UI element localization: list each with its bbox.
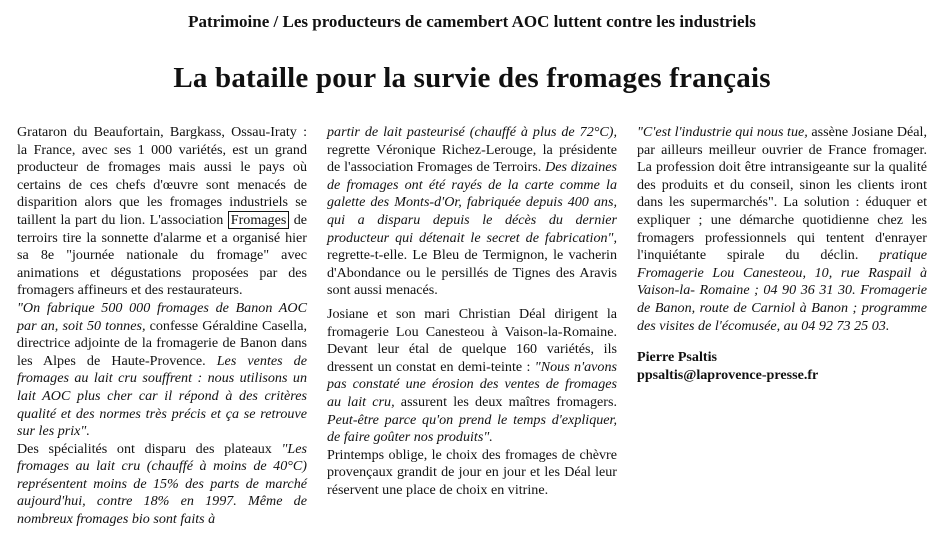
author-name: Pierre Psaltis	[637, 349, 717, 366]
paragraph	[637, 124, 927, 335]
text-run: Des spécialités ont disparu des plateaux	[17, 440, 282, 457]
text-run: assurent les deux maîtres fromagers.	[394, 393, 617, 410]
quote-text: Des dizaines de fromages ont été rayés de la carte comme la galette des Monts-d'Or, fabriquée depuis 400 ans, qui a disparu depuis le décès du dernier producteur qui détenait le secret de fabrication",	[327, 159, 618, 246]
text-run: Josiane et son mari Christian Déal dirigent la fromagerie Lou Canesteou à Vaison-la-Romaine. Devant leur étal de quelque 160 variétés, ils dressent un constat en demi-teinte :	[327, 305, 617, 375]
highlighted-word: Fromages	[228, 211, 290, 229]
paragraph	[17, 124, 307, 300]
quote-text: partir de lait pasteurisé (chauffé à plus de 72°C),	[327, 124, 617, 140]
author-email: ppsaltis@laprovence-presse.fr	[637, 366, 819, 383]
paragraph	[17, 441, 307, 529]
paragraph	[327, 124, 617, 300]
text-run: assène Josiane Déal, par ailleurs meilleur ouvrier de France fromager. La profession doit être intransigeante sur la qualité des produits et du conseil, sinon les clients iront dans les supermarchés". La solution : éduquer et expliquer ; une démarche quotidienne chez les fromagers professionnels qui tentent d'enrayer l'inquiétante spirale du déclin.	[637, 124, 927, 264]
article-column-3	[637, 124, 927, 384]
article-column-1	[17, 124, 307, 529]
quote-text: "On fabrique 500 000 fromages de Banon AOC par an, soit 50 tonnes,	[17, 299, 307, 334]
quote-text: Peut-être parce qu'on prend le temps d'expliquer, de faire goûter nos produits".	[327, 411, 617, 446]
text-run: regrette-t-elle. Le Bleu de Termignon, le vacherin d'Abondance ou le persillés de Tignes des Aravis sont aussi menacés.	[327, 247, 617, 299]
article-column-2	[327, 124, 617, 499]
text-run: de terroirs tire la sonnette d'alarme et a organisé hier sa 8e "journée nationale du fromage" avec animations et dégustations proposées par des fromagers affineurs et des restaurateurs.	[17, 211, 307, 299]
paragraph	[327, 306, 617, 447]
quote-text: "C'est l'industrie qui nous tue,	[637, 124, 808, 140]
paragraph: Printemps oblige, le choix des fromages de chèvre provençaux grandit de jour en jour et les Déal leur réservent une place de choix en vitrine.	[327, 446, 617, 498]
byline	[637, 349, 927, 384]
article-headline: La bataille pour la survie des fromages français	[173, 62, 771, 94]
quote-text: "Les fromages au lait cru (chauffé à moins de 40°C) représentent moins de 15% des parts de marché aujourd'hui, contre 18% en 1997. Même de nombreux fromages bio sont faits à	[17, 440, 307, 528]
quote-text: Les ventes de fromages au lait cru souffrent : nous utilisons un lait AOC plus cher car il répond à des critères qualité et des normes très précis et ça se retrouve sur les prix".	[17, 352, 307, 440]
article-kicker: Patrimoine / Les producteurs de camembert AOC luttent contre les industriels	[188, 12, 756, 31]
practical-info: pratique Fromagerie Lou Canesteou, 10, rue Raspail à Vaison-la- Romaine ; 04 90 36 31 30. Fromagerie de Banon, route de Carniol à Banon ; programme des visites de l'écomusée, au 04 92 73 25 03.	[637, 247, 927, 334]
quote-text: "Nous n'avons pas constaté une érosion des ventes de fromages au lait cru,	[327, 358, 617, 410]
text-run: regrette Véronique Richez-Lerouge, la présidente de l'association Fromages de Terroirs.	[327, 141, 617, 176]
text-run: Grataron du Beaufortain, Bargkass, Ossau-Iraty : la France, avec ses 1 000 variétés, est un grand producteur de fromages mais aussi le pays où certains de ces chefs d'œuvre sont menacés de disparition alors que les fromages industriels se taillent la part du lion. L'association	[17, 124, 307, 228]
paragraph	[17, 300, 307, 441]
text-run: confesse Géraldine Casella, directrice adjointe de la fromagerie de Banon dans les Alpes de Haute-Provence.	[17, 317, 307, 369]
